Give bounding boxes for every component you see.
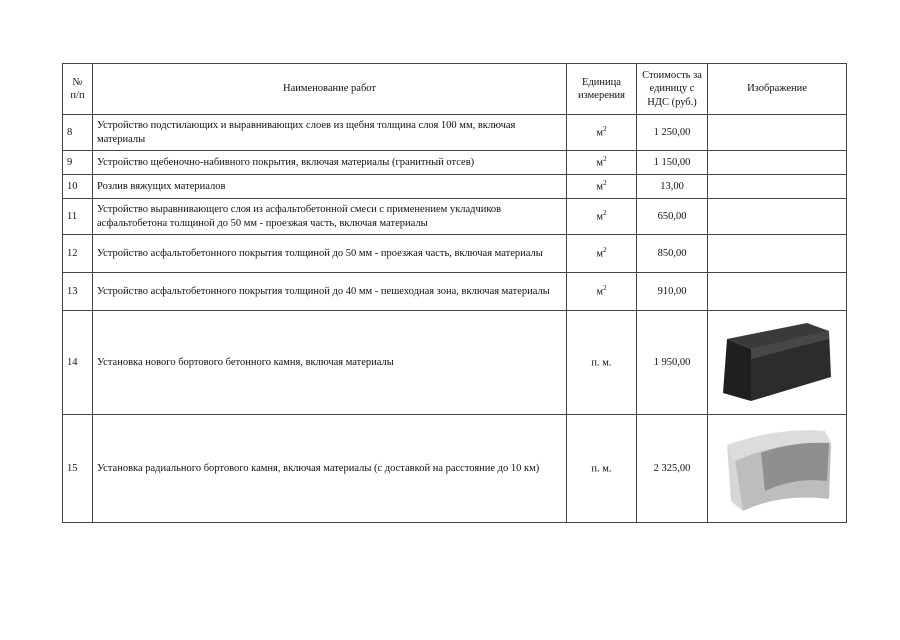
row-name: Устройство асфальтобетонного покрытия толщиной до 50 мм - проезжая часть, включая материалы: [93, 235, 567, 273]
row-unit: $м^2$: [567, 151, 637, 175]
row-num: 9: [63, 151, 93, 175]
row-num: 8: [63, 115, 93, 151]
row-num: 12: [63, 235, 93, 273]
header-name: Наименование работ: [93, 64, 567, 115]
row-price: 1 250,00: [637, 115, 708, 151]
row-unit: п. м.: [567, 311, 637, 415]
row-image: [708, 235, 847, 273]
row-image: [708, 273, 847, 311]
row-num: 15: [63, 415, 93, 523]
row-price: 850,00: [637, 235, 708, 273]
works-table: [62, 63, 847, 523]
row-price: 1 150,00: [637, 151, 708, 175]
row-unit: $м^2$: [567, 175, 637, 199]
row-num: 10: [63, 175, 93, 199]
header-price: Стоимость за единицу с НДС (руб.): [637, 64, 708, 115]
row-name: Розлив вяжущих материалов: [93, 175, 567, 199]
row-image: [708, 311, 847, 415]
row-image: [708, 199, 847, 235]
table-row: [63, 199, 847, 235]
table-row: [63, 151, 847, 175]
row-unit: $м^2$: [567, 199, 637, 235]
row-unit: п. м.: [567, 415, 637, 523]
table-row: [63, 273, 847, 311]
row-unit: $м^2$: [567, 235, 637, 273]
row-unit: $м^2$: [567, 273, 637, 311]
row-image: [708, 175, 847, 199]
row-price: 1 950,00: [637, 311, 708, 415]
row-num: 14: [63, 311, 93, 415]
radial-curb-stone-image: [721, 423, 833, 515]
row-name: Установка радиального бортового камня, включая материалы (с доставкой на расстояние до 10 км): [93, 415, 567, 523]
curb-stone-image: [721, 321, 833, 405]
table-row: [63, 415, 847, 523]
table-row: [63, 235, 847, 273]
row-unit: $м^2$: [567, 115, 637, 151]
row-name: Установка нового бортового бетонного камня, включая материалы: [93, 311, 567, 415]
row-price: 650,00: [637, 199, 708, 235]
row-name: Устройство подстилающих и выравнивающих слоев из щебня толщина слоя 100 мм, включая материалы: [93, 115, 567, 151]
row-name: Устройство асфальтобетонного покрытия толщиной до 40 мм - пешеходная зона, включая материалы: [93, 273, 567, 311]
row-image: [708, 151, 847, 175]
row-name: Устройство щебеночно-набивного покрытия, включая материалы (гранитный отсев): [93, 151, 567, 175]
table-row: [63, 175, 847, 199]
row-price: 2 325,00: [637, 415, 708, 523]
row-image: [708, 415, 847, 523]
row-image: [708, 115, 847, 151]
table-row: [63, 311, 847, 415]
header-unit: Единица измерения: [567, 64, 637, 115]
row-num: 13: [63, 273, 93, 311]
row-price: 13,00: [637, 175, 708, 199]
table-row: [63, 115, 847, 151]
row-price: 910,00: [637, 273, 708, 311]
row-name: Устройство выравнивающего слоя из асфальтобетонной смеси с применением укладчиков асфальтобетона толщиной до 50 мм - проезжая часть, включая материалы: [93, 199, 567, 235]
header-num: № п/п: [63, 64, 93, 115]
table-header-row: [63, 64, 847, 115]
row-num: 11: [63, 199, 93, 235]
header-image: Изображение: [708, 64, 847, 115]
